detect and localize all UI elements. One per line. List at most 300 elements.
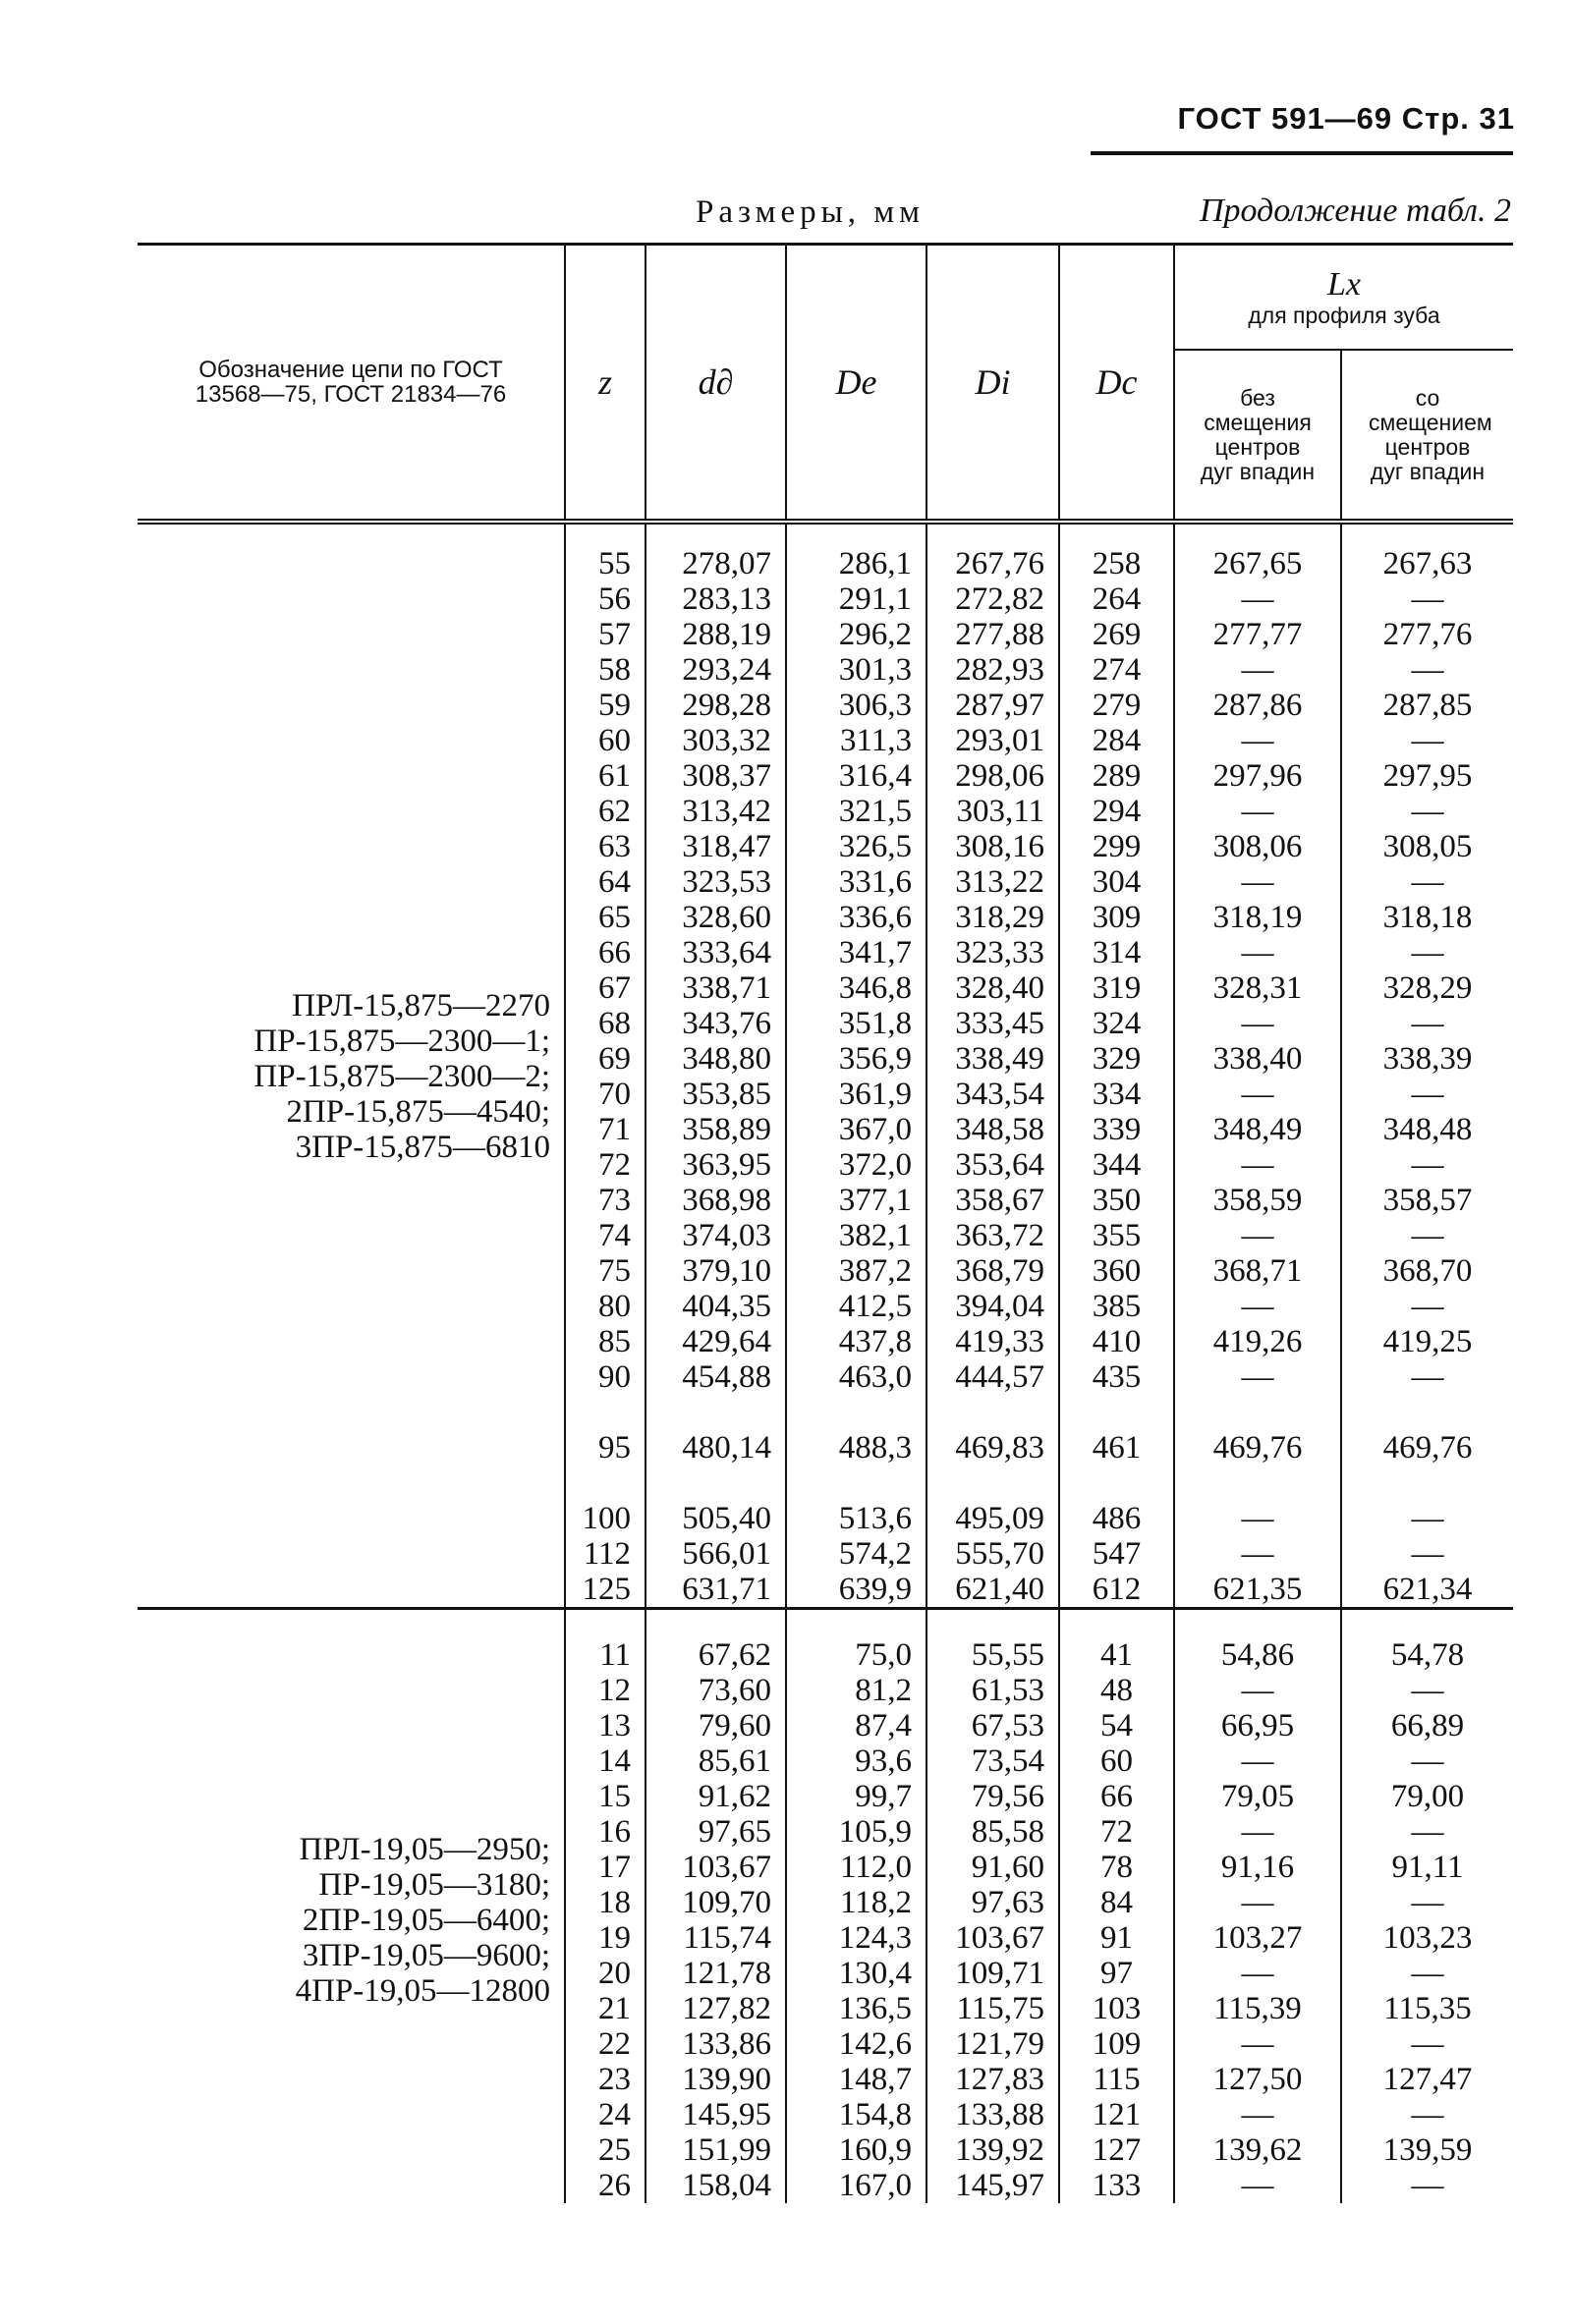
- cell-dc: 258: [1059, 546, 1174, 581]
- cell-z: 11: [565, 1637, 646, 1673]
- chain-dimensions-table: [138, 243, 1513, 2203]
- cell-lx-no-shift: —: [1174, 1077, 1341, 1112]
- chain-designation: [138, 546, 565, 1609]
- cell-di: 139,92: [926, 2132, 1059, 2168]
- cell-de: 377,1: [786, 1183, 926, 1218]
- cell-dc: 78: [1059, 1850, 1174, 1885]
- cell-lx-with-shift: 127,47: [1341, 2062, 1513, 2097]
- cell-dc: 410: [1059, 1324, 1174, 1359]
- cell-dc: 355: [1059, 1218, 1174, 1253]
- cell-lx-no-shift: —: [1174, 864, 1341, 900]
- cell-lx-no-shift: —: [1174, 1289, 1341, 1324]
- cell-dd: 133,86: [646, 2026, 786, 2062]
- cell-dd: 348,80: [646, 1041, 786, 1077]
- cell-lx-with-shift: —: [1341, 935, 1513, 970]
- cell-di: 343,54: [926, 1077, 1059, 1112]
- cell-z: 73: [565, 1183, 646, 1218]
- cell-dd: 368,98: [646, 1183, 786, 1218]
- cell-lx-no-shift: 419,26: [1174, 1324, 1341, 1359]
- table-body: [138, 522, 1513, 2203]
- cell-z: 70: [565, 1077, 646, 1112]
- cell-z: 17: [565, 1850, 646, 1885]
- cell-dd: 283,13: [646, 581, 786, 617]
- cell-dd: 358,89: [646, 1112, 786, 1147]
- cell-dc: 103: [1059, 1991, 1174, 2026]
- cell-z: 71: [565, 1112, 646, 1147]
- designation-line: ПР-19,05—3180;: [318, 1867, 550, 1903]
- cell-de: 136,5: [786, 1991, 926, 2026]
- cell-dc: 304: [1059, 864, 1174, 900]
- cell-dd: 303,32: [646, 723, 786, 758]
- cell-dd: 313,42: [646, 794, 786, 829]
- cell-dd: 298,28: [646, 688, 786, 723]
- cell-dd: 333,64: [646, 935, 786, 970]
- cell-lx-no-shift: —: [1174, 1814, 1341, 1850]
- cell-z: 85: [565, 1324, 646, 1359]
- cell-de: 112,0: [786, 1850, 926, 1885]
- cell-dd: 323,53: [646, 864, 786, 900]
- cell-dc: 360: [1059, 1253, 1174, 1289]
- cell-di: 109,71: [926, 1956, 1059, 1991]
- cell-dd: 91,62: [646, 1779, 786, 1814]
- cell-dd: 353,85: [646, 1077, 786, 1112]
- cell-z: 57: [565, 617, 646, 652]
- cell-z: 22: [565, 2026, 646, 2062]
- cell-de: 351,8: [786, 1006, 926, 1041]
- cell-lx-no-shift: 127,50: [1174, 2062, 1341, 2097]
- cell-lx-with-shift: 297,95: [1341, 758, 1513, 794]
- cell-dc: 279: [1059, 688, 1174, 723]
- cell-di: 353,64: [926, 1147, 1059, 1183]
- cell-de: 296,2: [786, 617, 926, 652]
- cell-dc: 264: [1059, 581, 1174, 617]
- cell-de: 105,9: [786, 1814, 926, 1850]
- cell-de: 142,6: [786, 2026, 926, 2062]
- cell-lx-with-shift: —: [1341, 2168, 1513, 2203]
- cell-dc: 109: [1059, 2026, 1174, 2062]
- cell-dc: 48: [1059, 1673, 1174, 1708]
- cell-dd: 505,40: [646, 1466, 786, 1536]
- cell-di: 293,01: [926, 723, 1059, 758]
- cell-dd: 151,99: [646, 2132, 786, 2168]
- cell-dc: 299: [1059, 829, 1174, 864]
- cell-dc: 115: [1059, 2062, 1174, 2097]
- cell-di: 103,67: [926, 1920, 1059, 1956]
- table-row: [138, 546, 1513, 581]
- cell-z: 68: [565, 1006, 646, 1041]
- cell-lx-with-shift: —: [1341, 652, 1513, 688]
- cell-dc: 334: [1059, 1077, 1174, 1112]
- designation-line: 2ПР-19,05—6400;: [302, 1903, 550, 1938]
- cell-dc: 269: [1059, 617, 1174, 652]
- cell-di: 313,22: [926, 864, 1059, 900]
- cell-dc: 294: [1059, 794, 1174, 829]
- cell-dd: 115,74: [646, 1920, 786, 1956]
- cell-lx-with-shift: 267,63: [1341, 546, 1513, 581]
- cell-de: 118,2: [786, 1885, 926, 1920]
- cell-lx-no-shift: 358,59: [1174, 1183, 1341, 1218]
- cell-dc: 344: [1059, 1147, 1174, 1183]
- cell-z: 20: [565, 1956, 646, 1991]
- cell-lx-with-shift: 368,70: [1341, 1253, 1513, 1289]
- cell-lx-no-shift: —: [1174, 1359, 1341, 1395]
- cell-lx-no-shift: —: [1174, 581, 1341, 617]
- cell-lx-no-shift: 328,31: [1174, 970, 1341, 1006]
- designation-line: ПРЛ-19,05—2950;: [299, 1832, 550, 1867]
- cell-de: 463,0: [786, 1359, 926, 1395]
- cell-lx-with-shift: —: [1341, 794, 1513, 829]
- cell-lx-no-shift: 267,65: [1174, 546, 1341, 581]
- cell-lx-no-shift: 348,49: [1174, 1112, 1341, 1147]
- cell-de: 75,0: [786, 1637, 926, 1673]
- cell-di: 287,97: [926, 688, 1059, 723]
- cell-lx-with-shift: 358,57: [1341, 1183, 1513, 1218]
- cell-dd: 97,65: [646, 1814, 786, 1850]
- cell-de: 639,9: [786, 1572, 926, 1609]
- cell-dd: 145,95: [646, 2097, 786, 2132]
- cell-dc: 127: [1059, 2132, 1174, 2168]
- cell-dd: 328,60: [646, 900, 786, 935]
- cell-z: 56: [565, 581, 646, 617]
- designation-line: ПР-15,875—2300—1;: [253, 1024, 550, 1059]
- cell-lx-no-shift: 91,16: [1174, 1850, 1341, 1885]
- cell-di: 555,70: [926, 1536, 1059, 1572]
- cell-z: 95: [565, 1395, 646, 1466]
- cell-di: 277,88: [926, 617, 1059, 652]
- cell-dd: 278,07: [646, 546, 786, 581]
- cell-lx-with-shift: 469,76: [1341, 1395, 1513, 1466]
- cell-lx-with-shift: —: [1341, 864, 1513, 900]
- cell-z: 100: [565, 1466, 646, 1536]
- cell-z: 75: [565, 1253, 646, 1289]
- cell-dd: 338,71: [646, 970, 786, 1006]
- cell-di: 97,63: [926, 1885, 1059, 1920]
- cell-di: 363,72: [926, 1218, 1059, 1253]
- cell-z: 74: [565, 1218, 646, 1253]
- cell-dd: 288,19: [646, 617, 786, 652]
- cell-lx-with-shift: 277,76: [1341, 617, 1513, 652]
- cell-di: 115,75: [926, 1991, 1059, 2026]
- cell-z: 19: [565, 1920, 646, 1956]
- cell-lx-with-shift: 66,89: [1341, 1708, 1513, 1743]
- cell-di: 127,83: [926, 2062, 1059, 2097]
- cell-di: 318,29: [926, 900, 1059, 935]
- cell-de: 361,9: [786, 1077, 926, 1112]
- cell-z: 62: [565, 794, 646, 829]
- cell-lx-with-shift: —: [1341, 2097, 1513, 2132]
- cell-di: 121,79: [926, 2026, 1059, 2062]
- cell-de: 346,8: [786, 970, 926, 1006]
- cell-dc: 486: [1059, 1466, 1174, 1536]
- cell-lx-no-shift: 277,77: [1174, 617, 1341, 652]
- cell-dc: 329: [1059, 1041, 1174, 1077]
- cell-z: 67: [565, 970, 646, 1006]
- cell-dc: 547: [1059, 1536, 1174, 1572]
- cell-lx-no-shift: —: [1174, 2097, 1341, 2132]
- cell-dc: 314: [1059, 935, 1174, 970]
- cell-de: 301,3: [786, 652, 926, 688]
- cell-lx-with-shift: 103,23: [1341, 1920, 1513, 1956]
- designation-line: ПР-15,875—2300—2;: [253, 1059, 550, 1094]
- cell-lx-no-shift: 79,05: [1174, 1779, 1341, 1814]
- cell-de: 488,3: [786, 1395, 926, 1466]
- dimensions-label: Размеры, мм: [696, 194, 926, 230]
- cell-dc: 350: [1059, 1183, 1174, 1218]
- cell-dd: 374,03: [646, 1218, 786, 1253]
- cell-lx-no-shift: —: [1174, 1673, 1341, 1708]
- cell-di: 282,93: [926, 652, 1059, 688]
- cell-z: 65: [565, 900, 646, 935]
- cell-de: 387,2: [786, 1253, 926, 1289]
- cell-dd: 480,14: [646, 1395, 786, 1466]
- cell-z: 80: [565, 1289, 646, 1324]
- cell-di: 308,16: [926, 829, 1059, 864]
- cell-di: 85,58: [926, 1814, 1059, 1850]
- cell-z: 64: [565, 864, 646, 900]
- cell-lx-with-shift: —: [1341, 581, 1513, 617]
- cell-z: 13: [565, 1708, 646, 1743]
- cell-lx-no-shift: 318,19: [1174, 900, 1341, 935]
- cell-lx-with-shift: —: [1341, 1743, 1513, 1779]
- cell-lx-with-shift: 348,48: [1341, 1112, 1513, 1147]
- cell-dc: 284: [1059, 723, 1174, 758]
- cell-di: 621,40: [926, 1572, 1059, 1609]
- cell-di: 272,82: [926, 581, 1059, 617]
- cell-lx-with-shift: 91,11: [1341, 1850, 1513, 1885]
- cell-de: 160,9: [786, 2132, 926, 2168]
- cell-z: 66: [565, 935, 646, 970]
- cell-dc: 133: [1059, 2168, 1174, 2203]
- cell-de: 412,5: [786, 1289, 926, 1324]
- cell-di: 394,04: [926, 1289, 1059, 1324]
- cell-de: 81,2: [786, 1673, 926, 1708]
- cell-de: 367,0: [786, 1112, 926, 1147]
- cell-di: 348,58: [926, 1112, 1059, 1147]
- cell-dd: 67,62: [646, 1637, 786, 1673]
- cell-lx-no-shift: —: [1174, 1956, 1341, 1991]
- cell-de: 130,4: [786, 1956, 926, 1991]
- cell-z: 125: [565, 1572, 646, 1609]
- cell-dd: 158,04: [646, 2168, 786, 2203]
- cell-lx-with-shift: —: [1341, 1006, 1513, 1041]
- cell-z: 55: [565, 546, 646, 581]
- cell-dc: 274: [1059, 652, 1174, 688]
- cell-lx-no-shift: 139,62: [1174, 2132, 1341, 2168]
- cell-dd: 379,10: [646, 1253, 786, 1289]
- cell-dc: 66: [1059, 1779, 1174, 1814]
- cell-dd: 454,88: [646, 1359, 786, 1395]
- cell-dd: 404,35: [646, 1289, 786, 1324]
- cell-dc: 289: [1059, 758, 1174, 794]
- header-rule: [1091, 151, 1513, 155]
- cell-dd: 139,90: [646, 2062, 786, 2097]
- cell-dd: 85,61: [646, 1743, 786, 1779]
- cell-dd: 73,60: [646, 1673, 786, 1708]
- cell-lx-no-shift: 287,86: [1174, 688, 1341, 723]
- cell-de: 93,6: [786, 1743, 926, 1779]
- cell-z: 16: [565, 1814, 646, 1850]
- cell-di: 328,40: [926, 970, 1059, 1006]
- cell-lx-with-shift: —: [1341, 1077, 1513, 1112]
- cell-de: 331,6: [786, 864, 926, 900]
- cell-dd: 79,60: [646, 1708, 786, 1743]
- cell-lx-no-shift: —: [1174, 2026, 1341, 2062]
- col-di-header: Di: [926, 245, 1059, 523]
- cell-dc: 612: [1059, 1572, 1174, 1609]
- cell-lx-with-shift: 308,05: [1341, 829, 1513, 864]
- group-spacer: [138, 1609, 1513, 1638]
- cell-dc: 60: [1059, 1743, 1174, 1779]
- cell-lx-no-shift: —: [1174, 1536, 1341, 1572]
- cell-lx-with-shift: —: [1341, 723, 1513, 758]
- cell-de: 167,0: [786, 2168, 926, 2203]
- cell-lx-with-shift: 287,85: [1341, 688, 1513, 723]
- cell-z: 90: [565, 1359, 646, 1395]
- cell-lx-with-shift: —: [1341, 1673, 1513, 1708]
- cell-z: 72: [565, 1147, 646, 1183]
- col-lx-no-shift-header: без смещения центров дуг впадин: [1174, 350, 1341, 522]
- cell-de: 326,5: [786, 829, 926, 864]
- cell-lx-with-shift: —: [1341, 1147, 1513, 1183]
- cell-de: 124,3: [786, 1920, 926, 1956]
- designation-line: 2ПР-15,875—4540;: [286, 1094, 550, 1130]
- col-dd-header: d∂: [646, 245, 786, 523]
- cell-dc: 97: [1059, 1956, 1174, 1991]
- cell-de: 291,1: [786, 581, 926, 617]
- cell-de: 513,6: [786, 1466, 926, 1536]
- designation-line: 3ПР-15,875—6810: [295, 1130, 550, 1165]
- cell-lx-with-shift: 139,59: [1341, 2132, 1513, 2168]
- cell-dd: 566,01: [646, 1536, 786, 1572]
- cell-lx-no-shift: —: [1174, 794, 1341, 829]
- cell-de: 286,1: [786, 546, 926, 581]
- cell-lx-no-shift: —: [1174, 1218, 1341, 1253]
- cell-lx-with-shift: —: [1341, 1289, 1513, 1324]
- cell-di: 419,33: [926, 1324, 1059, 1359]
- cell-lx-with-shift: —: [1341, 1466, 1513, 1536]
- cell-z: 14: [565, 1743, 646, 1779]
- cell-lx-with-shift: 621,34: [1341, 1572, 1513, 1609]
- cell-dc: 309: [1059, 900, 1174, 935]
- cell-de: 336,6: [786, 900, 926, 935]
- cell-lx-no-shift: 103,27: [1174, 1920, 1341, 1956]
- cell-de: 154,8: [786, 2097, 926, 2132]
- cell-lx-with-shift: —: [1341, 1218, 1513, 1253]
- cell-dc: 91: [1059, 1920, 1174, 1956]
- cell-dc: 54: [1059, 1708, 1174, 1743]
- cell-lx-no-shift: 469,76: [1174, 1395, 1341, 1466]
- cell-dd: 121,78: [646, 1956, 786, 1991]
- chain-designation: [138, 1637, 565, 2203]
- cell-dd: 308,37: [646, 758, 786, 794]
- cell-z: 112: [565, 1536, 646, 1572]
- cell-de: 574,2: [786, 1536, 926, 1572]
- cell-lx-with-shift: 318,18: [1341, 900, 1513, 935]
- cell-z: 59: [565, 688, 646, 723]
- cell-di: 267,76: [926, 546, 1059, 581]
- cell-lx-no-shift: 621,35: [1174, 1572, 1341, 1609]
- cell-lx-with-shift: 79,00: [1341, 1779, 1513, 1814]
- table-row: [138, 1637, 1513, 1673]
- cell-lx-with-shift: 419,25: [1341, 1324, 1513, 1359]
- cell-di: 303,11: [926, 794, 1059, 829]
- cell-de: 87,4: [786, 1708, 926, 1743]
- cell-de: 316,4: [786, 758, 926, 794]
- col-dc-header: Dc: [1059, 245, 1174, 523]
- cell-di: 73,54: [926, 1743, 1059, 1779]
- cell-dc: 385: [1059, 1289, 1174, 1324]
- cell-z: 69: [565, 1041, 646, 1077]
- cell-de: 148,7: [786, 2062, 926, 2097]
- cell-di: 333,45: [926, 1006, 1059, 1041]
- cell-di: 67,53: [926, 1708, 1059, 1743]
- page-header: ГОСТ 591—69 Стр. 31: [1177, 101, 1515, 136]
- col-de-header: De: [786, 245, 926, 523]
- col-lx-header: Lx для профиля зуба: [1174, 245, 1513, 351]
- cell-de: 382,1: [786, 1218, 926, 1253]
- cell-lx-no-shift: —: [1174, 935, 1341, 970]
- cell-de: 321,5: [786, 794, 926, 829]
- cell-z: 58: [565, 652, 646, 688]
- cell-de: 99,7: [786, 1779, 926, 1814]
- cell-lx-no-shift: —: [1174, 1466, 1341, 1536]
- cell-dc: 72: [1059, 1814, 1174, 1850]
- cell-lx-with-shift: —: [1341, 1814, 1513, 1850]
- cell-z: 15: [565, 1779, 646, 1814]
- cell-dd: 343,76: [646, 1006, 786, 1041]
- cell-z: 12: [565, 1673, 646, 1708]
- cell-lx-with-shift: —: [1341, 1536, 1513, 1572]
- cell-lx-with-shift: 328,29: [1341, 970, 1513, 1006]
- cell-lx-no-shift: —: [1174, 1147, 1341, 1183]
- cell-dd: 293,24: [646, 652, 786, 688]
- cell-de: 437,8: [786, 1324, 926, 1359]
- cell-lx-with-shift: 115,35: [1341, 1991, 1513, 2026]
- cell-lx-no-shift: 66,95: [1174, 1708, 1341, 1743]
- cell-di: 145,97: [926, 2168, 1059, 2203]
- cell-lx-no-shift: 368,71: [1174, 1253, 1341, 1289]
- cell-dc: 84: [1059, 1885, 1174, 1920]
- cell-lx-with-shift: —: [1341, 2026, 1513, 2062]
- cell-lx-no-shift: 338,40: [1174, 1041, 1341, 1077]
- cell-dc: 41: [1059, 1637, 1174, 1673]
- cell-dd: 363,95: [646, 1147, 786, 1183]
- cell-di: 91,60: [926, 1850, 1059, 1885]
- col-designation-header: Обозначение цепи по ГОСТ 13568—75, ГОСТ 21834—76: [195, 357, 507, 408]
- cell-lx-no-shift: —: [1174, 2168, 1341, 2203]
- cell-di: 61,53: [926, 1673, 1059, 1708]
- cell-de: 356,9: [786, 1041, 926, 1077]
- cell-de: 311,3: [786, 723, 926, 758]
- cell-lx-no-shift: —: [1174, 1885, 1341, 1920]
- cell-lx-with-shift: 54,78: [1341, 1637, 1513, 1673]
- cell-di: 55,55: [926, 1637, 1059, 1673]
- designation-line: 4ПР-19,05—12800: [295, 1973, 550, 2009]
- cell-z: 26: [565, 2168, 646, 2203]
- cell-de: 341,7: [786, 935, 926, 970]
- cell-lx-with-shift: —: [1341, 1359, 1513, 1395]
- cell-z: 25: [565, 2132, 646, 2168]
- cell-dd: 429,64: [646, 1324, 786, 1359]
- cell-di: 444,57: [926, 1359, 1059, 1395]
- cell-de: 306,3: [786, 688, 926, 723]
- cell-z: 23: [565, 2062, 646, 2097]
- cell-di: 469,83: [926, 1395, 1059, 1466]
- cell-lx-no-shift: 308,06: [1174, 829, 1341, 864]
- cell-dc: 121: [1059, 2097, 1174, 2132]
- cell-z: 61: [565, 758, 646, 794]
- cell-lx-with-shift: —: [1341, 1885, 1513, 1920]
